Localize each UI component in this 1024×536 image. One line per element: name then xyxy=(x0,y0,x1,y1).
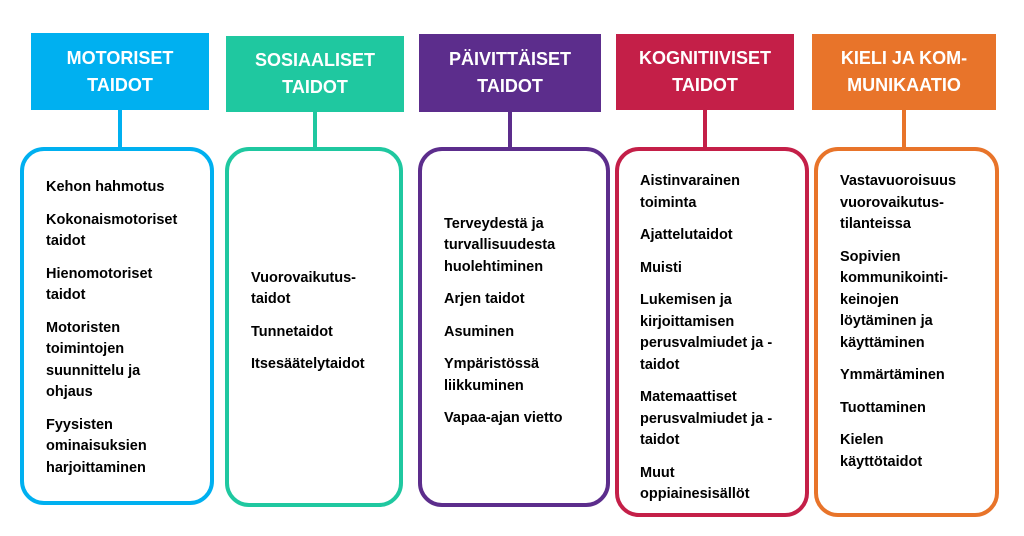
list-item: Sopivien kommunikointi- keinojen löytäminen ja käyttäminen xyxy=(840,248,948,351)
list-item: Asuminen xyxy=(444,323,515,340)
item-list xyxy=(444,214,596,441)
box-sosiaaliset xyxy=(225,147,403,507)
list-item: Arjen taidot xyxy=(444,291,525,307)
list-item: Matemaattiset perusvalmiudet ja - taidot xyxy=(640,389,773,448)
list-item: Ymmärtäminen xyxy=(840,367,945,383)
box-kognitiiviset xyxy=(615,147,809,517)
list-item: Motoristen toimintojen suunnittelu ja ohjaus xyxy=(46,319,141,400)
connector-kieli xyxy=(902,110,906,147)
list-item: Ajattelutaidot xyxy=(640,227,733,243)
list-item: Muut oppiainesisällöt xyxy=(640,464,750,502)
item-list xyxy=(840,171,985,484)
box-paivittaiset xyxy=(418,147,610,507)
list-item: Fyysisten ominaisuksien harjoittaminen xyxy=(46,416,147,476)
list-item: Ympäristössä liikkuminen xyxy=(444,356,540,394)
header-sosiaaliset: SOSIAALISET TAIDOT xyxy=(226,36,404,112)
list-item: Kielen käyttötaidot xyxy=(840,432,923,470)
list-item: Kokonaismotoriset taidot xyxy=(46,211,178,249)
item-list xyxy=(46,177,200,490)
list-item: Vastavuoroisuus vuorovaikutus- tilanteissa xyxy=(840,173,957,232)
box-motoriset xyxy=(20,147,214,505)
list-item: Vapaa-ajan vietto xyxy=(444,410,563,426)
header-kognitiiviset: KOGNITIIVISET TAIDOT xyxy=(616,34,794,110)
list-item: Vuorovaikutus- taidot xyxy=(251,269,357,307)
connector-paivittaiset xyxy=(508,112,512,147)
list-item: Itsesäätelytaidot xyxy=(251,356,365,372)
list-item: Tuottaminen xyxy=(840,399,926,416)
list-item: Tunnetaidot xyxy=(251,323,333,340)
item-list xyxy=(251,268,389,387)
connector-sosiaaliset xyxy=(313,112,317,147)
box-kieli xyxy=(814,147,999,517)
connector-kognitiiviset xyxy=(703,110,707,147)
connector-motoriset xyxy=(118,110,122,147)
header-paivittaiset: PÄIVITTÄISET TAIDOT xyxy=(419,34,601,112)
list-item: Muisti xyxy=(640,259,682,276)
header-kieli: KIELI JA KOM- MUNIKAATIO xyxy=(812,34,996,110)
header-motoriset: MOTORISET TAIDOT xyxy=(31,33,209,110)
list-item: Aistinvarainen toiminta xyxy=(640,173,740,211)
list-item: Terveydestä ja turvallisuudesta huolehtiminen xyxy=(444,215,556,275)
list-item: Hienomotoriset taidot xyxy=(46,265,153,303)
item-list xyxy=(640,171,795,517)
list-item: Kehon hahmotus xyxy=(46,179,165,195)
list-item: Lukemisen ja kirjoittamisen perusvalmiudet ja - taidot xyxy=(640,292,773,373)
